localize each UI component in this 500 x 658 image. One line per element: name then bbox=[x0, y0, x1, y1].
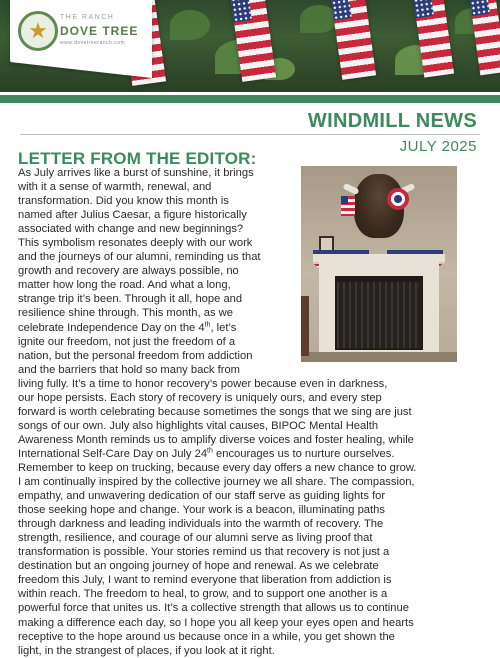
body-line: transformation. Did you know this month is bbox=[18, 195, 229, 208]
body-line: nation, but the personal freedom from addiction bbox=[18, 349, 253, 362]
body-line bbox=[18, 447, 482, 461]
section-heading: LETTER FROM THE EDITOR: bbox=[18, 149, 257, 168]
body-line: with it a sense of warmth, renewal, and bbox=[18, 181, 212, 194]
body-line bbox=[18, 321, 482, 335]
body-line: light, in the strangest of places, if you look at it right. bbox=[18, 644, 275, 657]
body-line: growth and recovery are always possible, no bbox=[18, 265, 239, 278]
body-line: songs of our own. July also highlights vital causes, BIPOC Mental Health bbox=[18, 419, 379, 432]
logo-url: www.dovetreeranch.com bbox=[60, 40, 126, 46]
body-line: and the barriers that hold so many back from bbox=[18, 363, 240, 376]
body-line: and the journeys of our alumni, reminding us that bbox=[18, 251, 261, 264]
body-line: freedom this July, I want to remind everyone that liberation from addiction is bbox=[18, 574, 392, 587]
body-line: Awareness Month reminds us to amplify diverse voices and foster healing, while bbox=[18, 433, 414, 446]
body-line: within reach. The freedom to heal, to grow, and to support one another is a bbox=[18, 588, 388, 601]
body-line: destination but an ongoing journey of hope and renewal. As we celebrate bbox=[18, 560, 379, 573]
body-line: associated with change and new beginnings? bbox=[18, 223, 244, 236]
body-line: transformation is possible. Your stories remind us that recovery is not just a bbox=[18, 546, 390, 559]
american-flag-image bbox=[330, 0, 376, 80]
body-line: As July arrives like a burst of sunshine, it brings bbox=[18, 167, 254, 179]
body-text-fragment: , let’s bbox=[210, 321, 237, 334]
body-line: strange trip it’s been. Through it all, hope and bbox=[18, 293, 243, 306]
body-line: forward is worth celebrating because sometimes the songs that we sing are just bbox=[18, 405, 412, 418]
body-line: Remember to keep on trucking, because every day offers a new chance to grow. bbox=[18, 461, 417, 474]
body-line: ignite our freedom, not just the freedom of a bbox=[18, 335, 236, 348]
ordinal-suffix: th bbox=[207, 447, 213, 455]
american-flag-image bbox=[468, 0, 500, 75]
ordinal-suffix: th bbox=[204, 320, 211, 328]
body-line: empathy, and unwavering dedication of our staff serve as guiding lights for bbox=[18, 490, 386, 503]
body-text-fragment: celebrate Independence Day on the 4 bbox=[18, 321, 205, 334]
body-line: making a difference each day, so I hope you all keep your eyes open and hearts bbox=[18, 616, 414, 629]
issue-date: JULY 2025 bbox=[399, 138, 477, 155]
body-line: named after Julius Caesar, a figure historically bbox=[18, 209, 247, 222]
body-line: receptive to the hope around us because once in a while, you get shown the bbox=[18, 630, 395, 643]
body-line: strength, resilience, and courage of our alumni serve as living proof that bbox=[18, 532, 373, 545]
body-line: through darkness and leading individuals into the warmth of recovery. The bbox=[18, 518, 384, 531]
title-divider bbox=[20, 134, 480, 135]
editor-letter-body bbox=[18, 166, 482, 658]
logo-name: DOVE TREE bbox=[60, 24, 139, 38]
header-banner-photo bbox=[0, 0, 500, 92]
body-line: resilience shine through. This month, as we bbox=[18, 307, 233, 320]
body-text-fragment: encourages us to nurture ourselves. bbox=[212, 447, 395, 460]
body-text-fragment: International Self-Care Day on July 24 bbox=[18, 447, 208, 460]
star-seal-icon: ★ bbox=[18, 11, 58, 51]
body-line: living fully. It’s a time to honor recovery’s power because even in darkness, bbox=[18, 377, 388, 390]
body-line: our hope persists. Each story of recovery is uniquely ours, and every step bbox=[18, 391, 382, 404]
logo-tagline: THE RANCH bbox=[60, 14, 115, 21]
green-divider bbox=[0, 95, 500, 103]
newsletter-title: WINDMILL NEWS bbox=[307, 110, 477, 132]
body-line: I am continually inspired by the collective journey we all share. The compassion, bbox=[18, 476, 415, 489]
body-line: This symbolism resonates deeply with our work bbox=[18, 237, 253, 250]
body-line: matter how long the road. And what a long, bbox=[18, 279, 231, 292]
body-line: those seeking hope and change. Your work is a beacon, illuminating paths bbox=[18, 504, 385, 517]
body-line: powerful force that unites us. It’s a collective strength that allows us to continue bbox=[18, 602, 409, 615]
logo bbox=[10, 0, 152, 62]
